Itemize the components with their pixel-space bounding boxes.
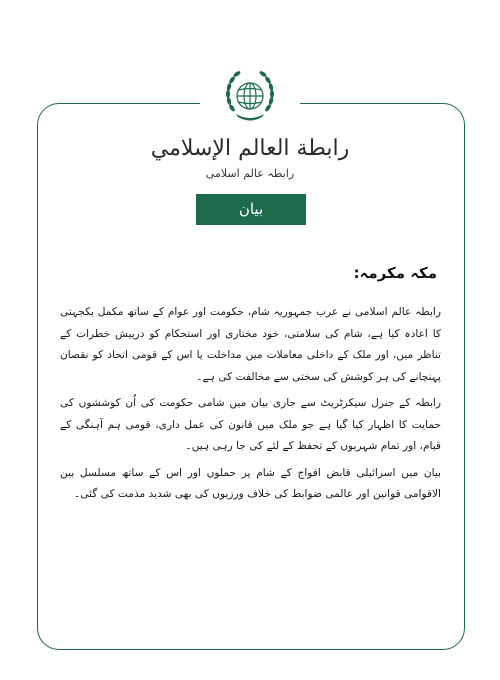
globe-wreath-emblem-icon — [222, 66, 278, 126]
paragraph-1: رابطہ عالم اسلامی نے عرب جمہوریہ شام، حکومت اور عوام کے ساتھ مکمل یکجہتی کا اعادہ کیا ہے، شام کی سلامتی، خود مختاری اور استحکام کو درپیش خطرات کے تناظر میں، اور ملک کے داخلی معاملات میں مداخلت یا اس کے قومی اتحاد کو نقصان پہنچانے کی ہر کوشش کی سختی سے مخالفت کی ہے۔ — [60, 306, 441, 383]
statement-badge: بیان — [196, 194, 306, 225]
dateline-place: مکہ مکرمہ: — [353, 264, 437, 282]
organization-name-arabic: رابطة العالم الإسلامي — [150, 136, 350, 161]
paragraph-2: رابطہ کے جنرل سیکرٹریٹ سے جاری بیان میں شامی حکومت کی اُن کوششوں کی حمایت کا اظہار کیا گیا ہے جو ملک میں قانون کی عمل داری، قومی ہم آہنگی کے قیام، اور تمام شہریوں کے تحفظ کے لئے کی جا رہی ہیں۔ — [60, 397, 441, 452]
statement-body — [60, 302, 441, 511]
organization-name-urdu: رابطہ عالم اسلامی — [205, 167, 295, 180]
paragraph-3: بیان میں اسرائیلی قابض افواج کے شام پر حملوں اور اس کے ساتھ مسلسل بین الاقوامی قوانین اور عالمی ضوابط کی خلاف ورزیوں کی بھی شدید مذمت کی گئی۔ — [60, 466, 441, 500]
